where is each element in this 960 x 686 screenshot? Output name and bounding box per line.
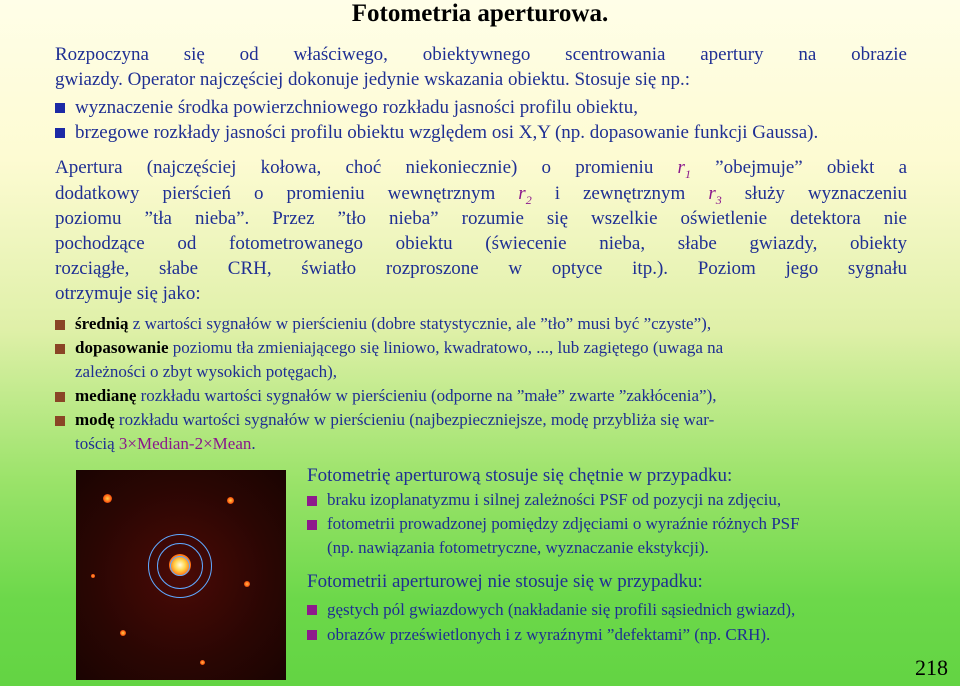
r2-symbol: $r_2$	[518, 183, 532, 207]
aperture-line-2: dodatkowy pierścień o promieniu wewnętrznym $r_2$ i zewnętrznym $r_3$ służy wyznaczeniu	[55, 183, 908, 207]
faint-star	[200, 660, 205, 665]
square-bullet-icon	[55, 344, 65, 354]
aperture-line-3: poziomu ”tła nieba”. Przez ”tło nieba” rozumie się wszelkie oświetlenie detektora nie	[55, 208, 907, 229]
faint-star	[244, 581, 250, 587]
page-number: 218	[915, 655, 948, 680]
not-use-when-item: gęstych pól gwiazdowych (nakładanie się profili sąsiednich gwiazd),	[307, 597, 927, 622]
use-when-item: fotometrii prowadzonej pomiędzy zdjęciami o wyraźnie różnych PSF	[307, 512, 927, 536]
page-title: Fotometria aperturowa.	[351, 0, 609, 27]
intro-bullet: wyznaczenie środka powierzchniowego rozkładu jasności profilu obiektu,	[55, 95, 935, 120]
square-bullet-icon	[307, 496, 317, 506]
aperture-line-4: pochodzące od fotometrowanego obiektu (świecenie nieba, słabe gwiazdy, obiekty	[55, 233, 907, 254]
faint-star	[120, 630, 126, 636]
not-use-when-heading: Fotometrii aperturowej nie stosuje się w przypadku:	[307, 571, 703, 592]
intro-line-1: Rozpoczyna się od właściwego, obiektywnego scentrowania apertury na obrazie	[55, 44, 907, 65]
method-bullet: dopasowanie poziomu tła zmieniającego się liniowo, kwadratowo, ..., lub zagiętego (uwaga na zależności o zbyt wysokich potęgach),	[55, 336, 925, 384]
aperture-line-5: rozciągłe, słabe CRH, światło rozproszone w optyce itp.). Poziom jego sygnału	[55, 258, 907, 279]
intro-bullet: brzegowe rozkłady jasności profilu obiektu względem osi X,Y (np. dopasowanie funkcji Gaussa).	[55, 120, 935, 145]
faint-star	[91, 574, 95, 578]
star-field-image	[76, 470, 286, 680]
use-when-item: braku izoplanatyzmu i silnej zależności PSF od pozycji na zdjęciu,	[307, 488, 927, 512]
r1-symbol: $r_1$	[677, 157, 691, 181]
square-bullet-icon	[55, 392, 65, 402]
faint-star	[103, 494, 112, 503]
aperture-line-1: Apertura (najczęściej kołowa, choć niekoniecznie) o promieniu $r_1$ ”obejmuje” obiekt a	[55, 157, 908, 181]
mode-formula: 3×Median-2×Mean	[118, 434, 252, 453]
faint-star	[227, 497, 234, 504]
square-bullet-icon	[55, 103, 65, 113]
r3-symbol: $r_3$	[708, 183, 722, 207]
not-use-when-item: obrazów prześwietlonych i z wyraźnymi ”defektami” (np. CRH).	[307, 622, 927, 647]
aperture-line-6: otrzymuje się jako:	[55, 283, 201, 304]
use-when-continuation: (np. nawiązania fotometryczne, wyznaczanie ekstykcji).	[327, 538, 709, 557]
use-when-list	[307, 488, 927, 560]
square-bullet-icon	[307, 605, 317, 615]
method-bullet: medianę rozkładu wartości sygnałów w pierścieniu (odporne na ”małe” zwarte ”zakłócenia”),	[55, 384, 925, 408]
square-bullet-icon	[55, 416, 65, 426]
intro-bullet-list	[55, 95, 935, 145]
intro-line-2: gwiazdy. Operator najczęściej dokonuje jedynie wskazania obiektu. Stosuje się np.:	[55, 69, 691, 90]
aperture-ring	[148, 534, 212, 598]
square-bullet-icon	[307, 630, 317, 640]
not-use-when-list	[307, 597, 927, 647]
method-bullet: modę rozkładu wartości sygnałów w pierścieniu (najbezpieczniejsze, modę przybliża się war- tością 3×Median-2×Mean.	[55, 408, 925, 456]
method-bullet: średnią z wartości sygnałów w pierścieniu (dobre statystycznie, ale ”tło” musi być ”czyste”),	[55, 312, 925, 336]
square-bullet-icon	[55, 128, 65, 138]
square-bullet-icon	[55, 320, 65, 330]
square-bullet-icon	[307, 520, 317, 530]
method-bullet-list	[55, 312, 925, 456]
use-when-heading: Fotometrię aperturową stosuje się chętnie w przypadku:	[307, 465, 733, 486]
